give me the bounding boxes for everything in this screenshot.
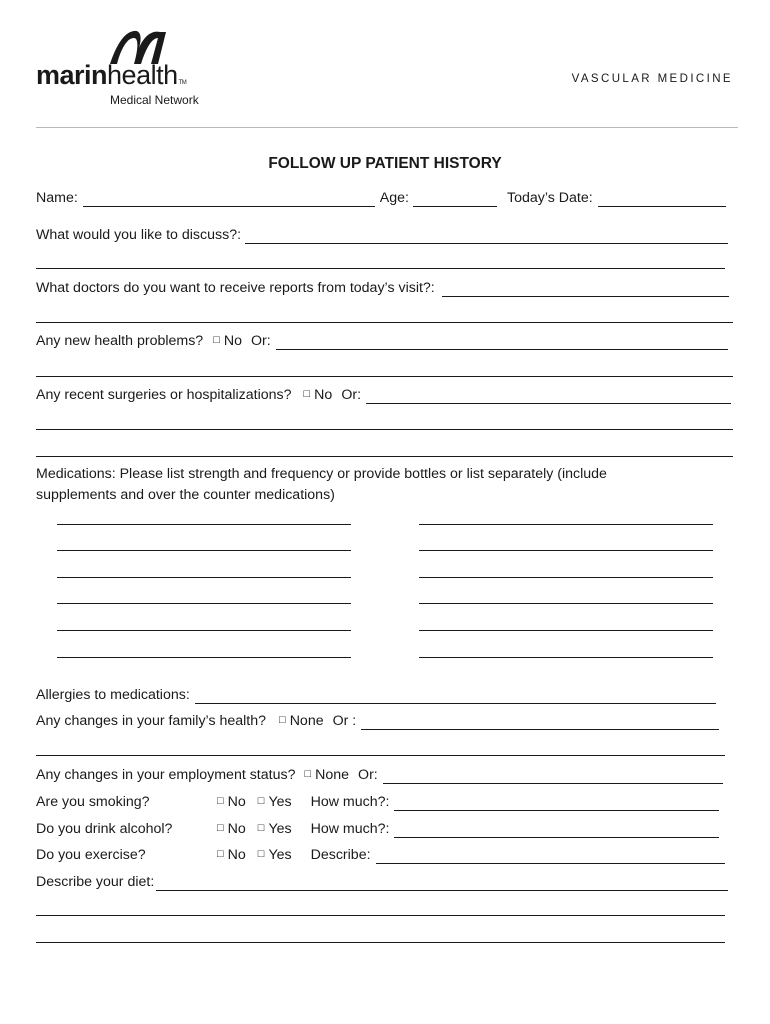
medication-line[interactable] <box>419 577 713 578</box>
medications-instructions: Medications: Please list strength and frequency or provide bottles or list separately (include supplements and over the counter medications) <box>36 466 607 503</box>
date-field[interactable] <box>598 193 726 207</box>
smoking-yes-label: Yes <box>268 794 292 810</box>
logo-brand-light: health <box>107 60 178 90</box>
family-none-label: None <box>289 713 324 729</box>
discuss-label: What would you like to discuss?: <box>36 227 242 243</box>
alcohol-no-label: No <box>227 821 246 837</box>
diet-field-line-3[interactable] <box>36 942 725 943</box>
exercise-row <box>36 846 725 864</box>
employment-or-label: Or: <box>358 767 378 783</box>
name-field[interactable] <box>83 193 375 207</box>
surgeries-or-label: Or: <box>341 387 362 403</box>
doctors-field[interactable] <box>442 283 729 297</box>
doctors-row <box>36 279 729 297</box>
family-label: Any changes in your family’s health? <box>36 713 267 729</box>
logo-trademark: TM <box>178 80 187 86</box>
name-age-date-row <box>36 189 726 207</box>
smoking-label: Are you smoking? <box>36 794 150 810</box>
smoking-how-much-field[interactable] <box>394 797 719 811</box>
name-label: Name: <box>36 190 78 206</box>
form-title: FOLLOW UP PATIENT HISTORY <box>268 155 502 172</box>
age-label: Age: <box>379 190 409 206</box>
employment-none-checkbox[interactable]: □ <box>304 768 312 780</box>
logo-brand-bold: marin <box>36 60 108 90</box>
alcohol-label: Do you drink alcohol? <box>36 821 173 837</box>
smoking-no-label: No <box>227 794 246 810</box>
alcohol-yes-checkbox[interactable]: □ <box>257 822 265 834</box>
age-field[interactable] <box>413 193 497 207</box>
employment-row <box>36 766 723 784</box>
smoking-row <box>36 793 719 811</box>
allergies-label: Allergies to medications: <box>36 687 190 703</box>
alcohol-how-much-field[interactable] <box>394 824 719 838</box>
new-problems-no-label: No <box>223 333 242 349</box>
medication-line[interactable] <box>419 524 713 525</box>
new-problems-label: Any new health problems? <box>36 333 204 349</box>
new-problems-row <box>36 332 728 350</box>
smoking-yes-checkbox[interactable]: □ <box>257 795 265 807</box>
smoking-how-much-label: How much?: <box>310 794 390 810</box>
medication-line[interactable] <box>57 603 351 604</box>
new-problems-no-checkbox[interactable]: □ <box>213 334 220 346</box>
family-row <box>36 712 719 730</box>
alcohol-how-much-label: How much?: <box>310 821 390 837</box>
surgeries-field[interactable] <box>366 390 731 404</box>
medication-line[interactable] <box>419 550 713 551</box>
allergies-field[interactable] <box>195 690 716 704</box>
alcohol-yes-label: Yes <box>268 821 292 837</box>
medication-line[interactable] <box>419 657 713 658</box>
surgeries-row <box>36 386 731 404</box>
discuss-field[interactable] <box>245 230 728 244</box>
logo-subtitle: Medical Network <box>110 93 199 107</box>
surgeries-field-line-2[interactable] <box>36 429 733 430</box>
exercise-describe-label: Describe: <box>310 847 371 863</box>
diet-row <box>36 873 728 891</box>
exercise-no-label: No <box>227 847 246 863</box>
family-none-checkbox[interactable]: □ <box>279 714 286 726</box>
family-field[interactable] <box>361 716 719 730</box>
exercise-yes-label: Yes <box>268 847 292 863</box>
family-field-line-2[interactable] <box>36 755 725 756</box>
new-problems-field[interactable] <box>276 336 728 350</box>
family-or-label: Or : <box>332 713 357 729</box>
header-divider <box>36 127 738 128</box>
medication-line[interactable] <box>57 550 351 551</box>
date-label: Today’s Date: <box>506 190 593 206</box>
exercise-label: Do you exercise? <box>36 847 146 863</box>
exercise-describe-field[interactable] <box>376 850 725 864</box>
surgeries-no-checkbox[interactable]: □ <box>303 388 311 400</box>
department-label: VASCULAR MEDICINE <box>571 73 733 85</box>
employment-field[interactable] <box>383 770 723 784</box>
alcohol-row <box>36 820 719 838</box>
diet-field-line-2[interactable] <box>36 915 725 916</box>
surgeries-field-line-3[interactable] <box>36 456 733 457</box>
medication-line[interactable] <box>57 524 351 525</box>
alcohol-no-checkbox[interactable]: □ <box>217 822 224 834</box>
medication-line[interactable] <box>419 603 713 604</box>
surgeries-label: Any recent surgeries or hospitalizations? <box>36 387 292 403</box>
employment-label: Any changes in your employment status? <box>36 767 296 783</box>
surgeries-no-label: No <box>314 387 333 403</box>
medication-line[interactable] <box>57 630 351 631</box>
medication-line[interactable] <box>57 657 351 658</box>
discuss-field-line-2[interactable] <box>36 268 725 269</box>
diet-field[interactable] <box>156 877 728 891</box>
new-problems-or-label: Or: <box>251 333 271 349</box>
medication-line[interactable] <box>419 630 713 631</box>
doctors-field-line-2[interactable] <box>36 322 733 323</box>
exercise-yes-checkbox[interactable]: □ <box>257 848 265 860</box>
medication-line[interactable] <box>57 577 351 578</box>
employment-none-label: None <box>315 767 350 783</box>
exercise-no-checkbox[interactable]: □ <box>217 848 224 860</box>
doctors-label: What doctors do you want to receive reports from today’s visit?: <box>36 280 435 296</box>
discuss-row <box>36 226 728 244</box>
allergies-row <box>36 686 716 704</box>
new-problems-field-line-2[interactable] <box>36 376 733 377</box>
diet-label: Describe your diet: <box>36 874 155 890</box>
smoking-no-checkbox[interactable]: □ <box>217 795 224 807</box>
